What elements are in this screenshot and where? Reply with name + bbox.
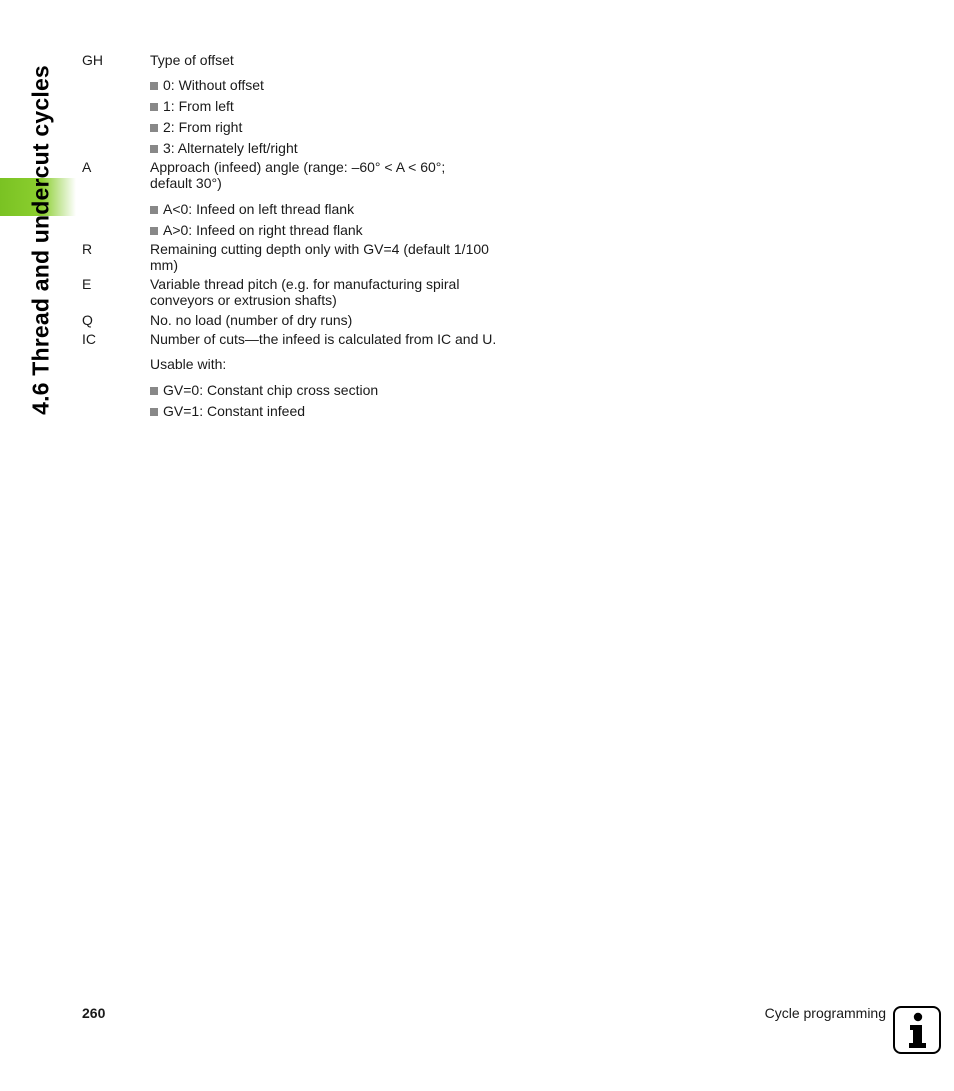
bullet-square-icon: [150, 82, 158, 90]
list-item: 3: Alternately left/right: [150, 140, 298, 156]
list-item: 0: Without offset: [150, 77, 264, 93]
param-description: Type of offset: [150, 52, 234, 68]
param-code: R: [82, 241, 93, 257]
param-description: Approach (infeed) angle (range: –60° < A < 60°; default 30°): [150, 159, 446, 191]
list-item: A>0: Infeed on right thread flank: [150, 222, 363, 238]
list-item: 1: From left: [150, 98, 234, 114]
chapter-side-title: 4.6 Thread and undercut cycles: [27, 65, 54, 415]
param-code: E: [82, 276, 92, 292]
param-note: Usable with:: [150, 356, 227, 372]
param-description: Remaining cutting depth only with GV=4 (default 1/100 mm): [150, 241, 489, 273]
bullet-square-icon: [150, 408, 158, 416]
list-item: A<0: Infeed on left thread flank: [150, 201, 354, 217]
param-description: Variable thread pitch (e.g. for manufacturing spiral conveyors or extrusion shafts): [150, 276, 460, 308]
bullet-square-icon: [150, 387, 158, 395]
bullet-square-icon: [150, 145, 158, 153]
param-description: Number of cuts—the infeed is calculated from IC and U.: [150, 331, 497, 347]
page-number: 260: [82, 1005, 106, 1021]
list-item: GV=0: Constant chip cross section: [150, 382, 378, 398]
bullet-square-icon: [150, 206, 158, 214]
param-code: IC: [82, 331, 96, 347]
footer-chapter-title: Cycle programming: [764, 1005, 886, 1021]
param-code: GH: [82, 52, 103, 68]
param-description: No. no load (number of dry runs): [150, 312, 353, 328]
bullet-square-icon: [150, 124, 158, 132]
bullet-square-icon: [150, 103, 158, 111]
param-code: Q: [82, 312, 93, 328]
list-item: 2: From right: [150, 119, 242, 135]
param-code: A: [82, 159, 92, 175]
bullet-square-icon: [150, 227, 158, 235]
info-icon: [893, 1006, 941, 1054]
list-item: GV=1: Constant infeed: [150, 403, 305, 419]
